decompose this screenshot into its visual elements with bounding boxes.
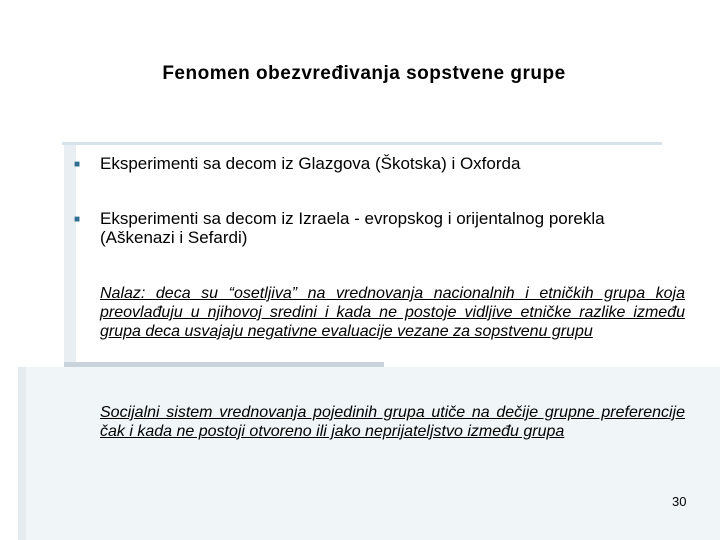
slide-title: Fenomen obezvređivanja sopstvene grupe: [162, 63, 566, 84]
finding-paragraph: Nalaz: deca su “osetljiva” na vrednovanja nacionalnih i etničkih grupa koja preovlađuju u njihovoj sredini i kada ne postoje vidljive etničke razlike između grupa deca usvajaju negativne evaluacije vezane za sopstvenu grupu: [100, 285, 685, 340]
lower-panel: [25, 367, 720, 540]
bullet-item: [74, 154, 634, 173]
finding-paragraph: Socijalni sistem vrednovanja pojedinih grupa utiče na dečije grupne preferencije čak i kada ne postoji otvoreno ili jako neprijateljstvo između grupa: [100, 404, 685, 440]
bullet-text: Eksperimenti sa decom iz Glazgova (Škotska) i Oxforda: [100, 154, 521, 173]
square-bullet-icon: ■: [74, 214, 81, 225]
bullet-item: [74, 209, 654, 247]
bullet-text: Eksperimenti sa decom iz Izraela - evropskog i orijentalnog porekla (Aškenazi i Sefardi): [100, 209, 605, 247]
square-bullet-icon: ■: [74, 159, 81, 170]
side-strip: [18, 367, 26, 540]
page-number: 30: [672, 494, 687, 509]
title-rule: [62, 142, 662, 145]
